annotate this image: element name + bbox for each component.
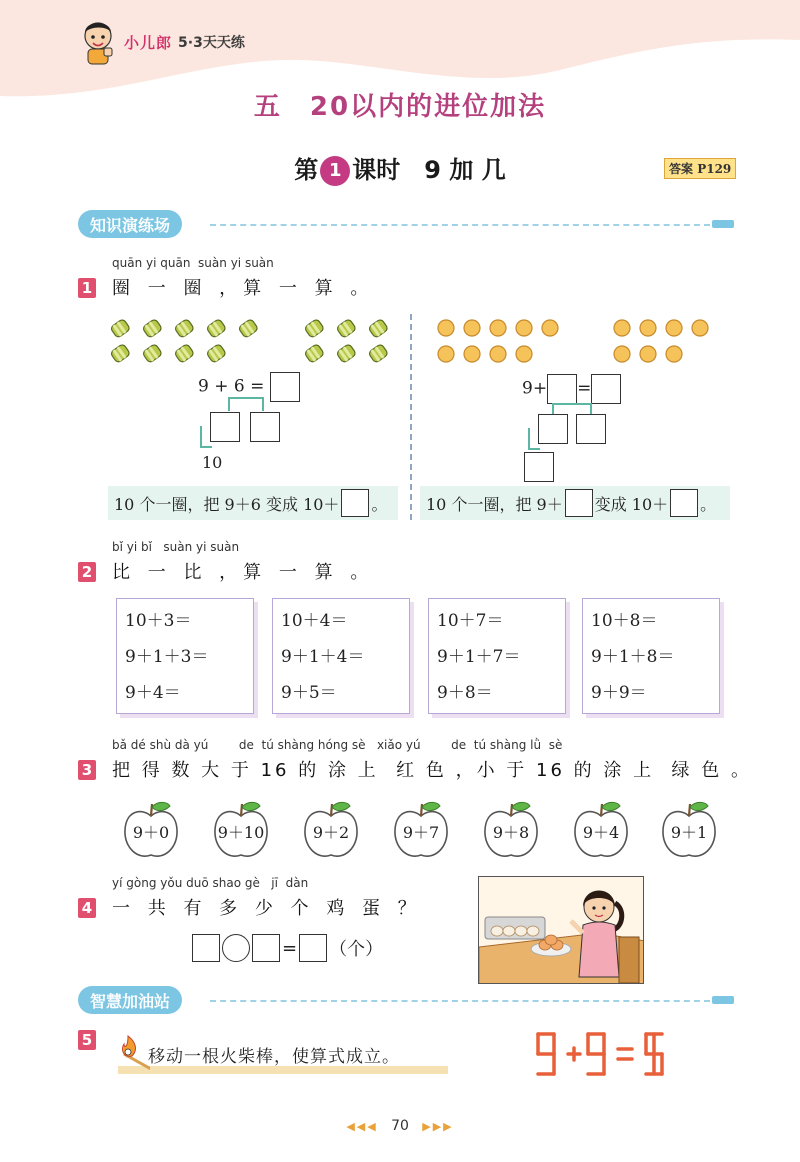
calc-card: 10＋8＝ 9＋1＋8＝ 9＋9＝: [582, 598, 720, 714]
q1-left-equation: 9 + 6 =: [198, 372, 300, 402]
operator-circle[interactable]: [222, 934, 250, 962]
split-box[interactable]: [210, 412, 240, 442]
q4-number: 4: [78, 898, 96, 918]
matchstick-equation[interactable]: [536, 1030, 696, 1080]
apple-expression: 9＋10: [217, 823, 265, 842]
q4-text: 一 共 有 多 少 个 鸡 蛋 ？: [112, 898, 422, 919]
battery-group: [108, 316, 398, 366]
match-strip: [118, 1066, 448, 1074]
page-number: 70: [391, 1118, 409, 1134]
q3-number: 3: [78, 760, 96, 780]
ten-link-line: [528, 428, 540, 450]
q5-number: 5: [78, 1030, 96, 1050]
q1-right-statement: 10 个一圈，把 9＋ 变成 10＋ 。: [420, 486, 730, 520]
q1-text: 圈 一 圈 ，算 一 算 。: [112, 278, 375, 299]
section-divider: [210, 1000, 710, 1002]
section-tab-practice: 知识演练场: [78, 210, 182, 238]
lesson-number-badge: 1: [320, 156, 350, 186]
calc-card: 10＋7＝ 9＋1＋7＝ 9＋8＝: [428, 598, 566, 714]
q1-pinyin: quān yi quān suàn yi suàn: [112, 256, 274, 270]
ten-label: 10: [202, 453, 223, 472]
lesson-prefix: 第: [294, 156, 319, 184]
ten-box[interactable]: [524, 452, 554, 482]
calc-card: 10＋4＝ 9＋1＋4＝ 9＋5＝: [272, 598, 410, 714]
section-divider: [210, 224, 710, 226]
q3-text: 把 得 数 大 于 16 的 涂 上 红 色 ，小 于 16 的 涂 上 绿 色 。: [112, 760, 752, 781]
apple-expression: 9＋4: [582, 823, 620, 842]
q3-pinyin: bǎ dé shù dà yú de tú shàng hóng sè xiǎo yú de tú shàng lǜ sè: [112, 738, 563, 752]
q5-text: 移动一根火柴棒，使算式成立。: [148, 1047, 400, 1067]
calc-card: 10＋3＝ 9＋1＋3＝ 9＋4＝: [116, 598, 254, 714]
q1-divider: [410, 314, 412, 520]
apple-expression: 9＋8: [492, 823, 530, 842]
pencil-icon: [712, 220, 734, 228]
brand: [78, 18, 245, 66]
girl-eggs-illustration: [478, 876, 644, 984]
answer-box[interactable]: [192, 934, 220, 962]
q1-number: 1: [78, 278, 96, 298]
q4-equation: = （个）: [192, 934, 383, 962]
answer-tag: [664, 158, 736, 179]
answer-box[interactable]: [252, 934, 280, 962]
answer-box[interactable]: [299, 934, 327, 962]
pencil-icon: [712, 996, 734, 1004]
q1-left-statement: 10 个一圈，把 9＋6 变成 10＋ 。: [108, 486, 398, 520]
q1-right-equation: 9+ =: [522, 374, 621, 404]
answer-box[interactable]: [270, 372, 300, 402]
answer-page: P129: [697, 162, 732, 176]
q2-number: 2: [78, 562, 96, 582]
answer-box[interactable]: [670, 489, 698, 517]
apple-expression: 9＋7: [402, 823, 440, 842]
apple-expression: 9＋0: [132, 823, 170, 842]
split-box[interactable]: [250, 412, 280, 442]
split-box[interactable]: [576, 414, 606, 444]
q2-text: 比 一 比 ，算 一 算 。: [112, 562, 375, 583]
prev-arrows-icon: ◀◀◀: [346, 1120, 378, 1133]
orange-dots: [436, 318, 726, 366]
answer-box[interactable]: [591, 374, 621, 404]
split-line: [228, 397, 264, 411]
matchstick-fire-icon: [116, 1032, 150, 1076]
next-arrows-icon: ▶▶▶: [422, 1120, 454, 1133]
answer-box[interactable]: [547, 374, 577, 404]
q4-pinyin: yí gòng yǒu duō shao gè jī dàn: [112, 876, 309, 890]
answer-label: 答案: [669, 162, 694, 176]
q2-pinyin: bǐ yi bǐ suàn yi suàn: [112, 540, 240, 554]
answer-box[interactable]: [565, 489, 593, 517]
series-name: 5·3天天练: [178, 35, 245, 51]
section-tab-challenge: 智慧加油站: [78, 986, 182, 1014]
ten-link-line: [200, 426, 212, 448]
lesson-name: 课时 9 加 几: [352, 156, 506, 184]
answer-box[interactable]: [341, 489, 369, 517]
brand-name: 小儿郎: [124, 33, 173, 52]
mascot-icon: [78, 18, 118, 66]
apple-expression: 9＋2: [312, 823, 350, 842]
chapter-title: 五 20以内的进位加法: [253, 92, 547, 122]
unit-label: （个）: [329, 939, 384, 960]
split-box[interactable]: [538, 414, 568, 444]
apple-expression: 9＋1: [670, 823, 708, 842]
page-footer: [0, 1118, 800, 1134]
